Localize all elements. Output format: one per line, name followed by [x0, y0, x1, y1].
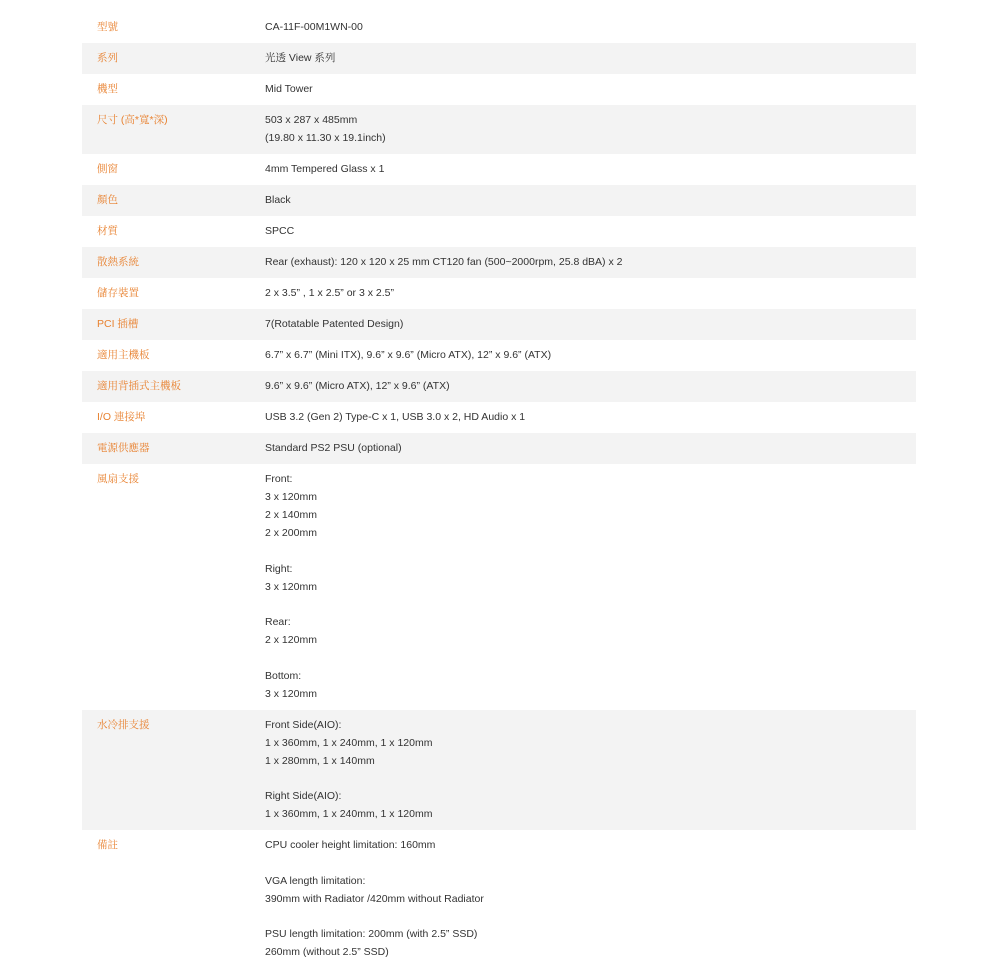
spec-value-line: Right: [265, 562, 293, 575]
spec-label: 顏色 [97, 194, 118, 206]
spec-table [82, 12, 916, 968]
spec-value-line: 390mm with Radiator /420mm without Radiator [265, 892, 484, 905]
spec-value-line: 1 x 280mm, 1 x 140mm [265, 754, 375, 767]
spec-value-line: 6.7” x 6.7” (Mini ITX), 9.6” x 9.6” (Micro ATX), 12” x 9.6” (ATX) [265, 349, 552, 361]
spec-row [82, 216, 916, 247]
spec-value-line: SPCC [265, 225, 295, 237]
spec-value [265, 80, 916, 98]
spec-value-line: Front Side(AIO): [265, 718, 342, 731]
spec-value-line: 1 x 360mm, 1 x 240mm, 1 x 120mm [265, 736, 433, 749]
spec-value [265, 111, 916, 147]
spec-value [265, 377, 916, 395]
spec-value-line: Rear (exhaust): 120 x 120 x 25 mm CT120 fan (500~2000rpm, 25.8 dBA) x 2 [265, 256, 623, 268]
spec-value [265, 284, 916, 302]
spec-label: 系列 [97, 52, 118, 64]
spec-value-line: Standard PS2 PSU (optional) [265, 442, 402, 454]
spec-value-line: 1 x 360mm, 1 x 240mm, 1 x 120mm [265, 808, 433, 820]
spec-label: 水冷排支援 [97, 718, 150, 731]
spec-label: 材質 [97, 225, 118, 237]
spec-value-line: 260mm (without 2.5” SSD) [265, 946, 389, 958]
spec-value [265, 191, 916, 209]
spec-value-line: Black [265, 194, 291, 206]
spec-row [82, 710, 916, 831]
spec-value-line: 2 x 200mm [265, 527, 317, 539]
spec-value-line: CA-11F-00M1WN-00 [265, 21, 363, 33]
spec-row [82, 74, 916, 105]
spec-label: PCI 插槽 [97, 318, 139, 330]
spec-value-line: 9.6” x 9.6” (Micro ATX), 12” x 9.6” (ATX) [265, 380, 450, 392]
spec-value-line: Front: [265, 473, 293, 485]
spec-value [265, 346, 916, 364]
spec-value-line [265, 542, 916, 560]
spec-row [82, 105, 916, 154]
spec-value-line: 4mm Tempered Glass x 1 [265, 163, 385, 175]
spec-value-line: Right Side(AIO): [265, 790, 342, 802]
spec-value [265, 160, 916, 178]
spec-value-line [265, 649, 916, 667]
spec-value-line [265, 854, 916, 872]
spec-value-line: Rear: [265, 616, 291, 628]
spec-label: 適用背插式主機板 [97, 380, 181, 392]
spec-value-line: CPU cooler height limitation: 160mm [265, 839, 436, 851]
spec-value-line: Mid Tower [265, 83, 313, 95]
spec-value [265, 253, 916, 271]
spec-row [82, 278, 916, 309]
spec-value-line: 2 x 120mm [265, 634, 317, 646]
spec-row [82, 247, 916, 278]
spec-value-line: (19.80 x 11.30 x 19.1inch) [265, 132, 386, 144]
spec-value-line: 3 x 120mm [265, 491, 317, 503]
spec-row [82, 185, 916, 216]
spec-row [82, 309, 916, 340]
spec-value-line: Bottom: [265, 669, 302, 682]
spec-row [82, 402, 916, 433]
spec-value-line: USB 3.2 (Gen 2) Type-C x 1, USB 3.0 x 2, HD Audio x 1 [265, 411, 526, 423]
spec-row [82, 464, 916, 710]
spec-row [82, 433, 916, 464]
spec-value [265, 408, 916, 426]
spec-row [82, 830, 916, 968]
spec-value [265, 49, 916, 67]
spec-label: 風扇支援 [97, 473, 139, 485]
spec-value-line [265, 908, 916, 926]
spec-value [265, 18, 916, 36]
spec-row [82, 12, 916, 43]
spec-value-line: VGA length limitation: [265, 874, 366, 887]
spec-value-line [265, 770, 916, 788]
spec-value [265, 222, 916, 240]
spec-value [265, 836, 916, 961]
spec-value-line: 3 x 120mm [265, 687, 317, 700]
spec-value [265, 315, 916, 333]
spec-label: 側窗 [97, 163, 118, 175]
spec-label: I/O 連接埠 [97, 411, 146, 423]
spec-row [82, 371, 916, 402]
spec-value-line: 光透 View 系列 [265, 52, 336, 64]
spec-label: 散熱系統 [97, 256, 139, 268]
spec-row [82, 43, 916, 74]
spec-value [265, 470, 916, 703]
spec-value-line: 503 x 287 x 485mm [265, 114, 358, 126]
spec-label: 適用主機板 [97, 349, 150, 361]
spec-value-line: 7(Rotatable Patented Design) [265, 318, 404, 330]
spec-value-line: 2 x 3.5” , 1 x 2.5” or 3 x 2.5” [265, 287, 394, 299]
spec-value-line: 2 x 140mm [265, 509, 317, 521]
spec-row [82, 340, 916, 371]
spec-label: 型號 [97, 21, 118, 33]
spec-label: 備註 [97, 839, 118, 851]
spec-label: 機型 [97, 83, 118, 95]
spec-label: 電源供應器 [97, 442, 150, 454]
spec-value [265, 439, 916, 457]
spec-value-line: 3 x 120mm [265, 580, 317, 593]
spec-value-line [265, 596, 916, 614]
spec-value [265, 716, 916, 824]
spec-label: 尺寸 (高*寬*深) [97, 114, 168, 126]
spec-value-line: PSU length limitation: 200mm (with 2.5” SSD) [265, 928, 478, 940]
spec-row [82, 154, 916, 185]
spec-label: 儲存裝置 [97, 287, 139, 299]
